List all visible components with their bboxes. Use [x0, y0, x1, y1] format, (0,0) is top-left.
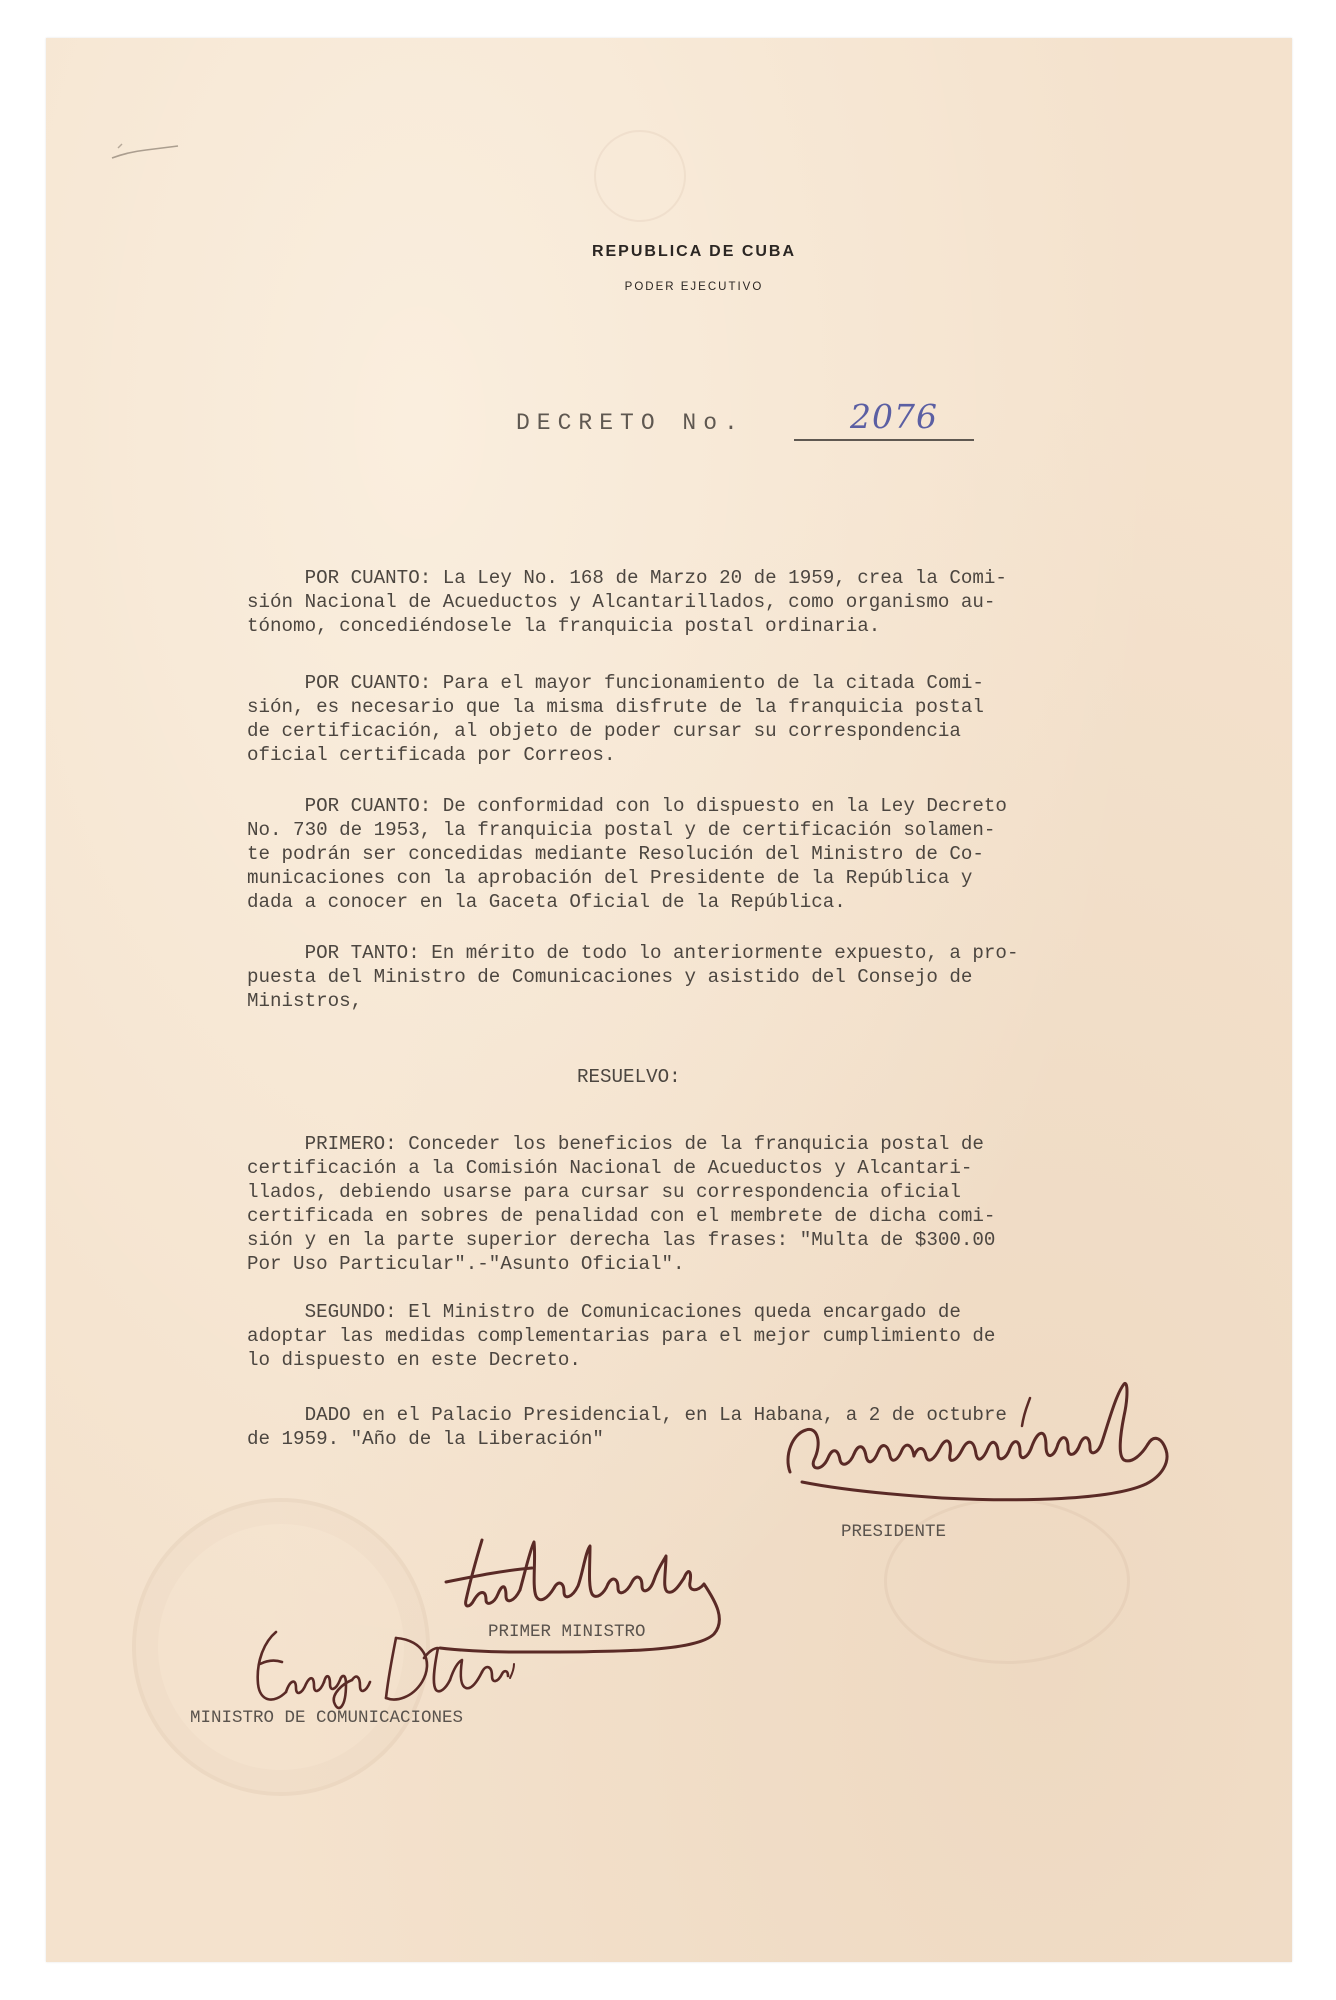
president-signature	[762, 1364, 1232, 1504]
paragraph-por-cuanto-2: POR CUANTO: Para el mayor funcionamiento de la citada Comi- sión, es necesario que la misma disfrute de la franquicia postal de certificación, al objeto de poder cursar su correspondencia oficial certificada por Correos.	[247, 672, 984, 766]
minister-label: MINISTRO DE COMUNICACIONES	[190, 1708, 464, 1728]
decree-label: DECRETO No.	[516, 410, 745, 436]
paragraph-segundo: SEGUNDO: El Ministro de Comunicaciones queda encargado de adoptar las medidas complementarias para el mejor cumplimiento de lo dispuesto en este Decreto.	[247, 1301, 996, 1371]
letterhead-title: REPUBLICA DE CUBA	[591, 243, 797, 260]
resuelvo-heading: RESUELVO:	[577, 1066, 681, 1088]
paragraph-por-tanto: POR TANTO: En mérito de todo lo anteriormente expuesto, a pro- puesta del Ministro de Comunicaciones y asistido del Consejo de Ministros,	[247, 942, 1019, 1012]
decree-number: 2076	[850, 397, 938, 436]
president-label: PRESIDENTE	[841, 1522, 947, 1542]
prime-minister-label: PRIMER MINISTRO	[488, 1622, 646, 1642]
paragraph-dado: DADO en el Palacio Presidencial, en La Habana, a 2 de octubre de 1959. "Año de la Liberación"	[247, 1404, 1007, 1450]
pencil-mark	[108, 130, 186, 170]
document-page	[46, 38, 1292, 1962]
paragraph-por-cuanto-3: POR CUANTO: De conformidad con lo dispuesto en la Ley Decreto No. 730 de 1953, la franquicia postal y de certificación solamen- te podrán ser concedidas mediante Resolución del Ministro de Co- municaciones con la aprobación del Presidente de la República y dada a conocer en la Gaceta Oficial de la República.	[247, 795, 1007, 913]
decree-number-field	[794, 395, 974, 441]
letterhead-subtitle: PODER EJECUTIVO	[624, 281, 764, 293]
embossed-crest-watermark	[594, 130, 686, 222]
paragraph-primero: PRIMERO: Conceder los beneficios de la franquicia postal de certificación a la Comisión Nacional de Acueductos y Alcantari- llados, debiendo usarse para cursar su correspondencia oficial certificada en sobres de penalidad con el membrete de dicha comi- sión y en la parte superior derecha las frases: "Multa de $300.00 Por Uso Particular".-"Asunto Oficial".	[247, 1133, 996, 1275]
minister-signature	[246, 1618, 536, 1718]
paragraph-por-cuanto-1: POR CUANTO: La Ley No. 168 de Marzo 20 de 1959, crea la Comi- sión Nacional de Acueductos y Alcantarillados, como organismo au- tónomo, concediéndosele la franquicia postal ordinaria.	[247, 567, 1007, 637]
